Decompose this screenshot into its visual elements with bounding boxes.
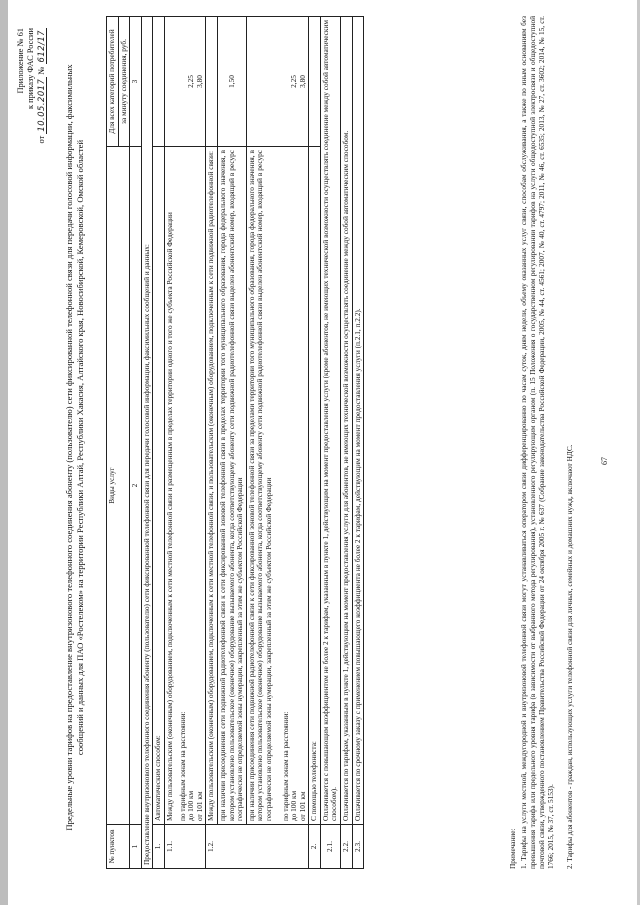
notes-block <box>508 16 576 869</box>
page-number: 67 <box>600 457 609 465</box>
table-row: 1. Автоматическим способом: <box>153 17 165 869</box>
appendix-block <box>16 28 47 328</box>
note-1: 1. Тарифы на услуги местной, междугородной и внутризоновой телефонной связи могут устанавливаться оператором связи дифференцированно по часам суток, дням недели, объему оказанных услуг связи, способам обслуживания, а также по иным основаниям без превышения тарифа или предельного уровня тарифа (в зависимости от выбранного метода регулирования), установленного регулирующим органом (п. 15 Положения о государственном регулировании тарифов на услуги общедоступной электросвязи и общедоступной почтовой связи, утвержденного постановлением Правительства Российской Федерации от 24 октября 2005 г. № 637 (Собрание законодательства Российской Федерации, 2005, № 44, ст. 4561; 2007, № 40, ст. 4797; 2011, № 46, ст. 6535; 2013, № 27, ст. 3602; 2014, № 15, ст. 1766; 2015, № 37, ст. 5153). <box>519 16 555 869</box>
appendix-date-line: от 10.05.2017 № 612/17 <box>36 30 46 144</box>
table-row: 2.3. Оплачивается по срочному заказу с применением повышающего коэффициента не более 2 к тарифам, действующим на момент предоставления услуги (п.2.1, п.2.2). <box>352 17 364 869</box>
header-all-categories: Для всех категорий потребителей <box>107 17 119 147</box>
table-row: при наличии присоединения сети подвижной радиотелефонной связи к сети фиксированной зоновой телефонной связи в пределах территории того муниципального образования, города федерального значения, в котором установлено пользовательское (оконечное) оборудование вызываемого абонента, когда соответствующему абоненту сети подвижной радиотелефонной связи выделен абонентский номер, входящий в ресурс географически не определяемой зоны нумерации, закрепленный за этим же субъектом Российской Федерации 1,50 <box>217 17 246 869</box>
document-title: Предельные уровни тарифов на предоставление внутризонового телефонного соединения абоненту (пользователю) сети фиксированной телефонной связи для передачи голосовой информации, факсимильных сообщений и данных для ПАО «Ростелеком» на территории Республики Алтай, Республики Хакасия, Алтайского края, Новосибирской, Кемеровской, Омской областей <box>64 64 85 831</box>
table-row: при наличии присоединения сети подвижной радиотелефонной связи к сети фиксированной зоновой телефонной связи за пределами территории того муниципального образования, города федерального значения, в котором установлено пользовательское (оконечное) оборудование вызываемого абонента, когда соответствующему абоненту сети подвижной радиотелефонной связи выделен абонентский номер, входящий в ресурс географически не определяемой зоны нумерации, закрепленный за этим же субъектом Российской Федерации по тарифным зонам на расстоянии: до 100 км от 101 км 2,25 3,80 <box>246 17 309 869</box>
note-2: 2. Тарифы для абонентов - граждан, использующих услуги телефонной связи для личных, семейных и домашних нужд, включают НДС. <box>565 444 574 869</box>
tariff-value: 3,80 <box>297 75 307 88</box>
tariff-value: 2,25 <box>289 75 299 88</box>
section-intro-row <box>141 17 153 869</box>
tariff-value: 1,50 <box>217 17 246 147</box>
column-number-row: 1 2 3 <box>130 17 142 869</box>
section-intro: Предоставление внутризонового телефонного соединения абоненту (пользователю) сети фиксированной телефонной связи для передачи голосовой информации, факсимильных сообщений и данных: <box>141 17 153 869</box>
table-header-row <box>107 17 119 869</box>
handwritten-date: 10.05.2017 <box>36 78 46 132</box>
table-row: 2. С помощью телефониста: <box>309 17 321 869</box>
table-row: 1.1. Между пользовательским (оконечным) оборудованием, подключенным к сети местной телефонной связи и размещенным в пределах территории одного и того же субъекта Российской Федерации по тарифным зонам на расстоянии: до 100 км от 101 км 2,25 3,80 <box>164 17 205 869</box>
appendix-number: Приложение № 61 <box>16 28 25 94</box>
tariff-table <box>106 16 364 869</box>
header-services: Виды услуг <box>107 147 130 825</box>
table-row: 1.2. Между пользовательским (оконечным) оборудованием, подключенным к сети местной телефонной связи, и пользовательским (оконечным) оборудованием, подключенным к сети подвижной радиотелефонной связи: <box>206 17 218 869</box>
tariff-value: 3,80 <box>194 75 204 88</box>
handwritten-number: 612/17 <box>36 30 46 63</box>
tariff-value: 2,25 <box>186 75 196 88</box>
appendix-order: к приказу ФАС России <box>26 28 35 110</box>
table-row: 2.2. Оплачивается по тарифам, указанным в пункте 1, действующим на момент предоставления услуги для абонентов, не имеющих технической возможности осуществлять соединение между собой автоматическим способом. <box>341 17 353 869</box>
notes-heading: Примечание: <box>508 828 517 869</box>
table-row: 2.1. Оплачивается с повышающим коэффициентом не более 2 к тарифам, указанным в пункте 1, действующим на момент предоставления услуги (кроме абонентов, не имеющих технической возможности осуществлять соединение между собой автоматическим способом). <box>320 17 340 869</box>
header-num: № пунктов <box>107 825 130 869</box>
scan-edge-top <box>0 0 8 905</box>
header-per-minute: за минуту соединения, руб. <box>118 17 130 147</box>
